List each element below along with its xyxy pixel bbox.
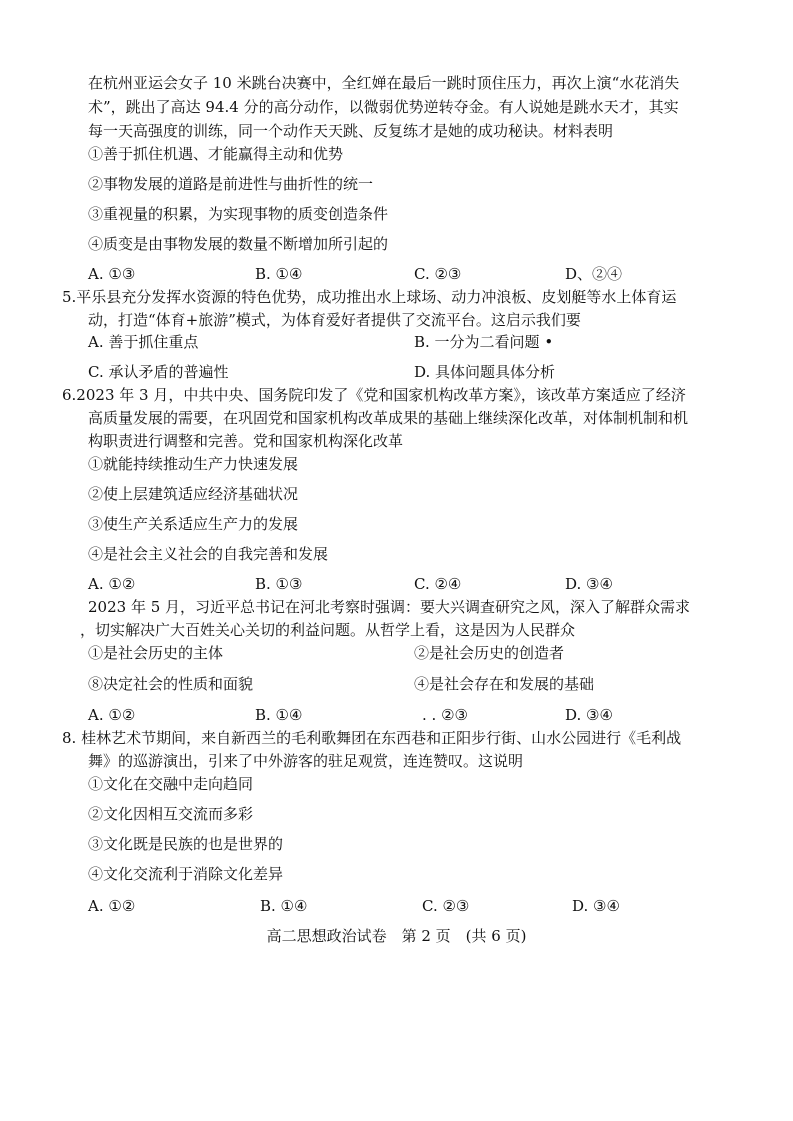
- q6-stem-line-1: 6.2023 年 3 月，中共中央、国务院印发了《党和国家机构改革方案》，该改革方案适应了经济: [62, 386, 686, 404]
- q5-option-a: A. 善于抓住重点: [88, 333, 199, 351]
- q8-option-b: B. ①④: [260, 897, 308, 915]
- q4-stem-line-2: 术”，跳出了高达 94.4 分的高分动作，以微弱优势逆转夺金。有人说她是跳水天才，其实: [88, 98, 679, 116]
- q4-stem-line-3: 每一天高强度的训练，同一个动作天天跳、反复练才是她的成功秘诀。材料表明: [88, 122, 614, 140]
- q5-option-c: C. 承认矛盾的普遍性: [88, 363, 229, 381]
- q7-option-c: . . ②③: [422, 706, 468, 724]
- q8-item-1: ①文化在交融中走向趋同: [88, 775, 254, 793]
- q4-item-2: ②事物发展的道路是前进性与曲折性的统一: [88, 175, 374, 193]
- q8-item-2: ②文化因相互交流而多彩: [88, 805, 254, 823]
- q6-item-4: ④是社会主义社会的自我完善和发展: [88, 545, 329, 563]
- q6-stem-line-2: 高质量发展的需要，在巩固党和国家机构改革成果的基础上继续深化改革，对体制机制和机: [88, 409, 689, 427]
- q5-stem-line-1: 5.平乐县充分发挥水资源的特色优势，成功推出水上球场、动力冲浪板、皮划艇等水上体育运: [62, 288, 677, 306]
- q7-option-d: D. ③④: [565, 706, 613, 724]
- q6-item-3: ③使生产关系适应生产力的发展: [88, 515, 299, 533]
- q7-item-3: ⑧决定社会的性质和面貌: [88, 675, 254, 693]
- q8-option-c: C. ②③: [422, 897, 470, 915]
- q7-item-1: ①是社会历史的主体: [88, 644, 224, 662]
- q7-option-b: B. ①④: [255, 706, 303, 724]
- q8-option-a: A. ①②: [88, 897, 136, 915]
- q5-stem-line-2: 动，打造“体育+旅游”模式，为体育爱好者提供了交流平台。这启示我们要: [88, 311, 581, 329]
- q4-item-4: ④质变是由事物发展的数量不断增加所引起的: [88, 235, 389, 253]
- q4-stem-line-1: 在杭州亚运会女子 10 米跳台决赛中，全红婵在最后一跳时顶住压力，再次上演“水花消失: [88, 74, 680, 92]
- q6-option-b: B. ①③: [255, 575, 303, 593]
- q6-item-1: ①就能持续推动生产力快速发展: [88, 455, 299, 473]
- page-footer: 高二思想政治试卷 第 2 页 (共 6 页): [266, 927, 527, 945]
- q4-option-a: A. ①③: [88, 265, 136, 283]
- q7-item-4: ④是社会存在和发展的基础: [414, 675, 595, 693]
- q7-stem-line-1: 2023 年 5 月，习近平总书记在河北考察时强调：要大兴调查研究之风，深入了解群众需求: [88, 598, 691, 616]
- q8-item-3: ③文化既是民族的也是世界的: [88, 835, 284, 853]
- q6-item-2: ②使上层建筑适应经济基础状况: [88, 485, 299, 503]
- q4-option-c: C. ②③: [414, 265, 462, 283]
- q4-option-b: B. ①④: [255, 265, 303, 283]
- q7-item-2: ②是社会历史的创造者: [414, 644, 565, 662]
- q8-item-4: ④文化交流利于消除文化差异: [88, 865, 284, 883]
- q7-option-a: A. ①②: [88, 706, 136, 724]
- q6-option-a: A. ①②: [88, 575, 136, 593]
- q8-stem-line-2: 舞》的巡游演出，引来了中外游客的驻足观赏，连连赞叹。这说明: [88, 752, 524, 770]
- q5-option-d: D. 具体问题具体分析: [414, 363, 556, 381]
- q4-item-3: ③重视量的积累，为实现事物的质变创造条件: [88, 205, 389, 223]
- q6-option-d: D. ③④: [565, 575, 613, 593]
- q8-stem-line-1: 8. 桂林艺术节期间，来自新西兰的毛利歌舞团在东西巷和正阳步行街、山水公园进行《毛利战: [62, 729, 682, 747]
- q7-stem-line-2: ，切实解决广大百姓关心关切的利益问题。从哲学上看，这是因为人民群众: [80, 621, 576, 639]
- q4-item-1: ①善于抓住机遇、才能赢得主动和优势: [88, 145, 344, 163]
- q6-stem-line-3: 构职责进行调整和完善。党和国家机构深化改革: [88, 432, 404, 450]
- q4-option-d: D、②④: [565, 265, 623, 283]
- q5-option-b: B. 一分为二看问题 •: [414, 333, 554, 351]
- q8-option-d: D. ③④: [572, 897, 620, 915]
- q6-option-c: C. ②④: [414, 575, 462, 593]
